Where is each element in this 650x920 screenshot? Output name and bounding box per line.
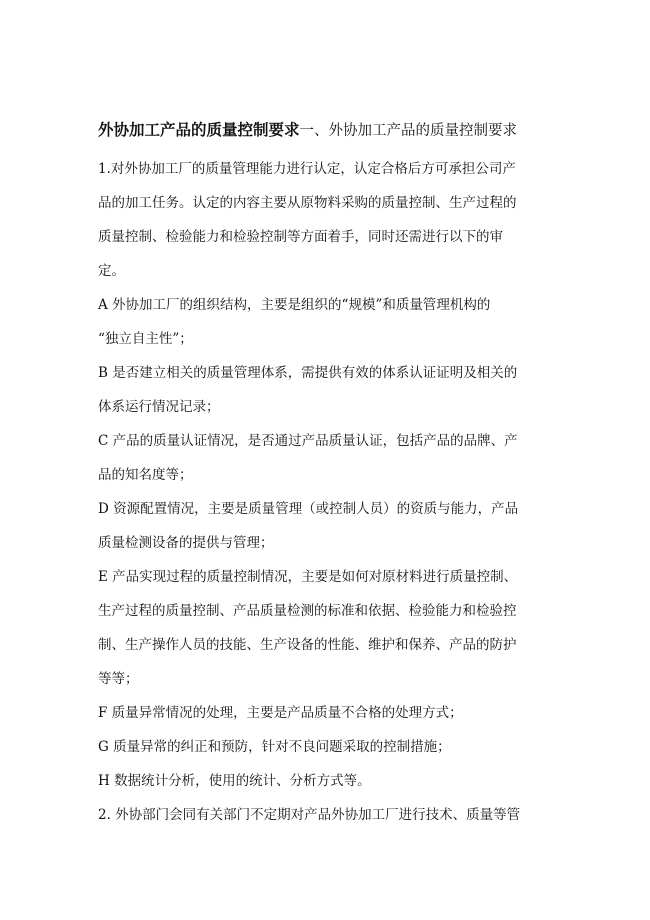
paragraph-line: “独立自主性”； [98, 331, 193, 347]
paragraph-line: H 数据统计分析，使用的统计、分析方式等。 [98, 773, 371, 789]
document-body [98, 118, 558, 832]
paragraph-line: 制、生产操作人员的技能、生产设备的性能、维护和保养、产品的防护 [98, 637, 517, 653]
paragraph-line: 品的加工任务。认定的内容主要从原物料采购的质量控制、生产过程的 [98, 195, 517, 211]
paragraph [98, 764, 558, 798]
paragraph-line: 2. 外协部门会同有关部门不定期对产品外协加工厂进行技术、质量等管 [98, 807, 521, 823]
paragraph-line: 生产过程的质量控制、产品质量检测的标准和依据、检验能力和检验控 [98, 603, 517, 619]
paragraph [98, 152, 558, 288]
title-section-heading: 一、外协加工产品的质量控制要求 [299, 123, 518, 139]
paragraph-line: 质量控制、检验能力和检验控制等方面着手，同时还需进行以下的审 [98, 229, 503, 245]
paragraph-line: 定。 [98, 263, 125, 279]
paragraph-line: 体系运行情况记录； [98, 399, 220, 415]
paragraph [98, 560, 558, 696]
paragraph-line: B 是否建立相关的质量管理体系，需提供有效的体系认证证明及相关的 [98, 365, 518, 381]
paragraph-line: 质量检测设备的提供与管理； [98, 535, 274, 551]
paragraph [98, 288, 558, 356]
paragraph-line: 品的知名度等； [98, 467, 193, 483]
paragraph [98, 356, 558, 424]
paragraph [98, 798, 558, 832]
paragraph-line: D 资源配置情况，主要是质量管理（或控制人员）的资质与能力，产品 [98, 501, 519, 517]
paragraph-list [98, 152, 558, 832]
paragraph-line: 等等； [98, 671, 139, 687]
paragraph [98, 696, 558, 730]
paragraph [98, 730, 558, 764]
paragraph-line: C 产品的质量认证情况，是否通过产品质量认证，包括产品的品牌、产 [98, 433, 518, 449]
paragraph-line: 1.对外协加工厂的质量管理能力进行认定，认定合格后方可承担公司产 [98, 161, 516, 177]
document-title [98, 118, 558, 142]
title-bold-text: 外协加工产品的质量控制要求 [98, 120, 300, 139]
paragraph [98, 424, 558, 492]
paragraph-line: A 外协加工厂的组织结构，主要是组织的“规模”和质量管理机构的 [98, 297, 491, 313]
paragraph-line: G 质量异常的纠正和预防，针对不良问题采取的控制措施； [98, 739, 451, 755]
paragraph-line: F 质量异常情况的处理，主要是产品质量不合格的处理方式； [98, 705, 463, 721]
paragraph-line: E 产品实现过程的质量控制情况，主要是如何对原材料进行质量控制、 [98, 569, 518, 585]
paragraph [98, 492, 558, 560]
